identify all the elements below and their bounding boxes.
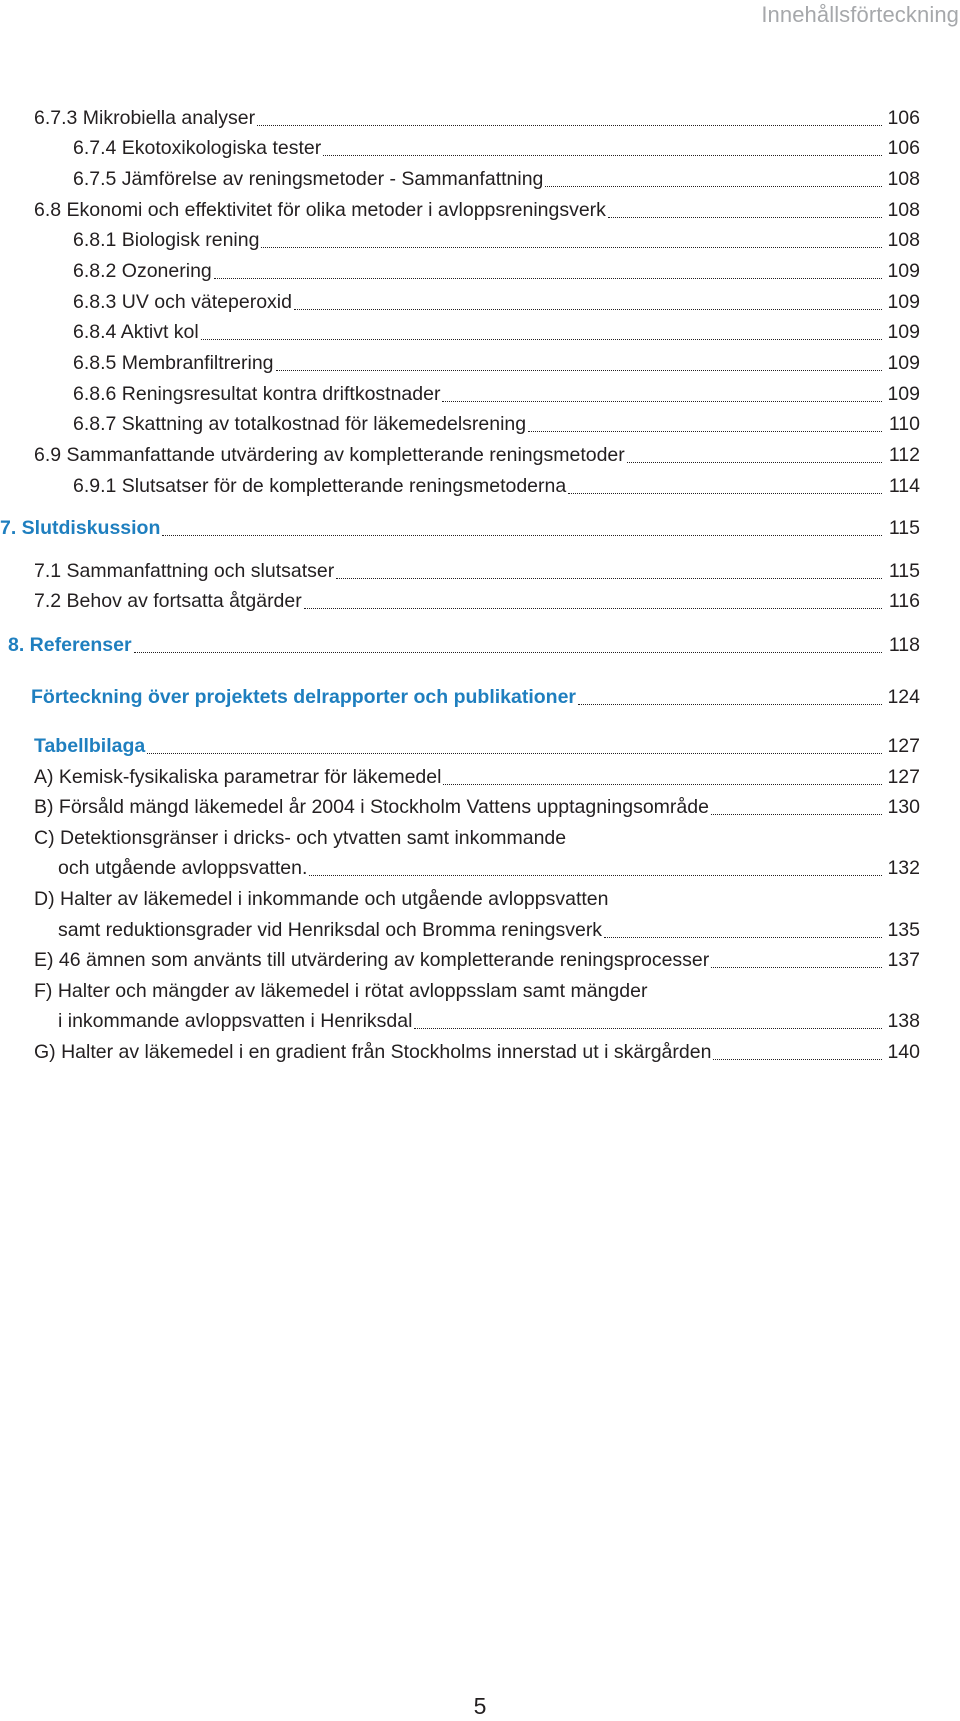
toc-entry[interactable] [34, 789, 920, 819]
toc-entry[interactable] [73, 253, 920, 283]
toc-entry-page-number: 130 [887, 795, 920, 818]
toc-entry-label: D) Halter av läkemedel i inkommande och utgående avloppsvatten [34, 887, 609, 910]
toc-entry-label: samt reduktionsgrader vid Henriksdal och Bromma reningsverk [58, 918, 603, 941]
dot-leader [214, 278, 882, 279]
toc-entry[interactable] [34, 1034, 920, 1064]
toc-entry-label: A) Kemisk-fysikaliska parametrar för läkemedel [34, 765, 442, 788]
dot-leader [414, 1028, 882, 1029]
toc-entry[interactable] [58, 1003, 920, 1033]
toc-entry-label: 6.8.6 Reningsresultat kontra driftkostnader [73, 382, 441, 405]
toc-entry-page-number: 110 [888, 412, 920, 435]
toc-entry-label: 7.1 Sammanfattning och slutsatser [34, 559, 335, 582]
toc-entry[interactable] [0, 510, 920, 540]
dot-leader [711, 967, 882, 968]
toc-entry[interactable] [73, 222, 920, 252]
toc-entry-page-number: 109 [887, 382, 920, 405]
dot-leader [336, 578, 882, 579]
toc-entry-page-number: 109 [887, 351, 920, 374]
toc-entry-page-number: 109 [887, 320, 920, 343]
dot-leader [162, 535, 882, 536]
dot-leader [294, 309, 882, 310]
toc-entry-label: 6.8.2 Ozonering [73, 259, 212, 282]
running-header [0, 0, 960, 27]
toc-entry-page-number: 106 [887, 136, 920, 159]
dot-leader [713, 1059, 882, 1060]
toc-entry[interactable] [8, 627, 920, 657]
toc-entry-page-number: 138 [887, 1009, 920, 1032]
dot-leader [545, 186, 882, 187]
toc-entry-page-number: 127 [887, 765, 920, 788]
dot-leader [309, 875, 882, 876]
toc-entry-label: 6.8.4 Aktivt kol [73, 320, 199, 343]
toc-entry-page-number: 108 [887, 167, 920, 190]
toc-entry[interactable] [31, 679, 920, 709]
toc-entry[interactable] [73, 161, 920, 191]
toc-entry-label: Förteckning över projektets delrapporter och publikationer [31, 685, 577, 708]
toc-entry-continued[interactable] [34, 881, 609, 911]
toc-entry[interactable] [73, 406, 920, 436]
dot-leader [147, 753, 882, 754]
toc-entry-page-number: 137 [887, 948, 920, 971]
toc-entry[interactable] [73, 345, 920, 375]
toc-entry-page-number: 116 [888, 589, 920, 612]
toc-entry-label: 6.8.7 Skattning av totalkostnad för läkemedelsrening [73, 412, 527, 435]
header-title: Innehållsförteckning [761, 2, 959, 27]
toc-entry[interactable] [73, 284, 920, 314]
page-number: 5 [473, 1693, 487, 1719]
toc-entry-page-number: 114 [888, 474, 920, 497]
toc-entry-label: 7.2 Behov av fortsatta åtgärder [34, 589, 302, 612]
toc-entry-label: och utgående avloppsvatten. [58, 856, 308, 879]
toc-entry[interactable] [34, 100, 920, 130]
toc-entry[interactable] [34, 553, 920, 583]
toc-entry[interactable] [34, 759, 920, 789]
dot-leader [578, 704, 882, 705]
toc-entry-label: F) Halter och mängder av läkemedel i rötat avloppsslam samt mängder [34, 979, 648, 1002]
dot-leader [604, 937, 882, 938]
toc-entry-page-number: 135 [887, 918, 920, 941]
toc-entry-label: C) Detektionsgränser i dricks- och ytvatten samt inkommande [34, 826, 567, 849]
toc-entry-page-number: 109 [887, 259, 920, 282]
toc-entry[interactable] [58, 850, 920, 880]
toc-entry-page-number: 115 [888, 516, 920, 539]
toc-entry[interactable] [73, 468, 920, 498]
dot-leader [276, 370, 882, 371]
toc-entry-label: 6.8.5 Membranfiltrering [73, 351, 274, 374]
toc-entry-page-number: 109 [887, 290, 920, 313]
dot-leader [201, 339, 882, 340]
dot-leader [443, 784, 882, 785]
dot-leader [323, 155, 882, 156]
toc-entry-page-number: 132 [887, 856, 920, 879]
toc-entry-page-number: 108 [887, 198, 920, 221]
toc-entry-label: i inkommande avloppsvatten i Henriksdal [58, 1009, 413, 1032]
dot-leader [134, 652, 882, 653]
toc-entry-label: G) Halter av läkemedel i en gradient från Stockholms innerstad ut i skärgården [34, 1040, 712, 1063]
toc-entry-page-number: 106 [887, 106, 920, 129]
toc-entry-label: 6.8 Ekonomi och effektivitet för olika metoder i avloppsreningsverk [34, 198, 606, 221]
toc-entry-continued[interactable] [34, 973, 647, 1003]
toc-entry-page-number: 115 [888, 559, 920, 582]
toc-entry[interactable] [34, 192, 920, 222]
toc-entry-page-number: 140 [887, 1040, 920, 1063]
dot-leader [568, 493, 882, 494]
toc-entry-label: Tabellbilaga [34, 734, 146, 757]
dot-leader [711, 814, 882, 815]
toc-entry-label: 6.9 Sammanfattande utvärdering av kompletterande reningsmetoder [34, 443, 625, 466]
toc-entry-page-number: 118 [888, 633, 920, 656]
dot-leader [608, 217, 882, 218]
toc-entry-label: 6.7.4 Ekotoxikologiska tester [73, 136, 322, 159]
toc-entry-label: 8. Referenser [8, 633, 132, 656]
toc-entry-page-number: 124 [887, 685, 920, 708]
dot-leader [257, 125, 882, 126]
toc-entry-label: 7. Slutdiskussion [0, 516, 161, 539]
dot-leader [261, 247, 882, 248]
dot-leader [442, 401, 882, 402]
toc-entry[interactable] [73, 376, 920, 406]
toc-entry-page-number: 108 [887, 228, 920, 251]
toc-entry-label: 6.7.3 Mikrobiella analyser [34, 106, 256, 129]
toc-entry-label: 6.8.3 UV och väteperoxid [73, 290, 292, 313]
toc-entry-label: B) Försåld mängd läkemedel år 2004 i Stockholm Vattens upptagningsområde [34, 795, 709, 818]
toc-entry-continued[interactable] [34, 820, 566, 850]
toc-entry[interactable] [34, 437, 920, 467]
toc-entry-label: 6.9.1 Slutsatser för de kompletterande reningsmetoderna [73, 474, 567, 497]
toc-entry-label: E) 46 ämnen som använts till utvärdering av kompletterande reningsprocesser [34, 948, 710, 971]
toc-entry-label: 6.7.5 Jämförelse av reningsmetoder - Sammanfattning [73, 167, 544, 190]
toc-entry-label: 6.8.1 Biologisk rening [73, 228, 260, 251]
toc-entry[interactable] [58, 912, 920, 942]
toc-entry[interactable] [73, 130, 920, 160]
dot-leader [528, 431, 882, 432]
toc-entry-page-number: 127 [887, 734, 920, 757]
toc-entry-page-number: 112 [888, 443, 920, 466]
dot-leader [304, 608, 882, 609]
toc-entry[interactable] [34, 583, 920, 613]
dot-leader [627, 462, 882, 463]
toc-entry[interactable] [34, 728, 920, 758]
toc-entry[interactable] [73, 314, 920, 344]
toc-entry[interactable] [34, 942, 920, 972]
